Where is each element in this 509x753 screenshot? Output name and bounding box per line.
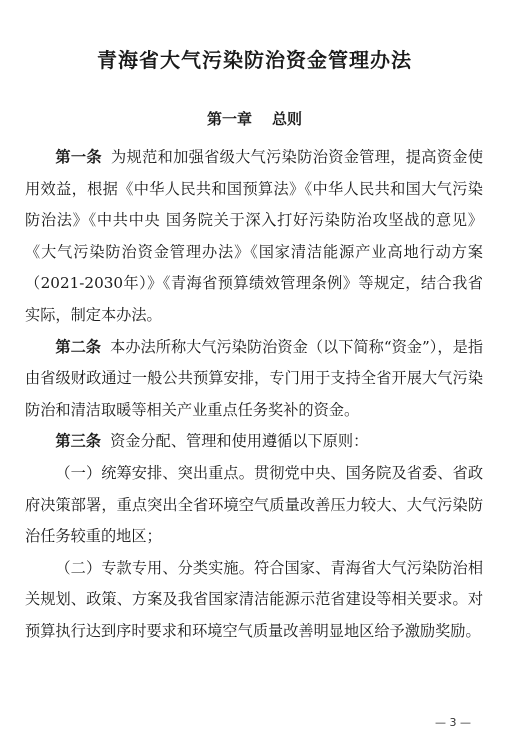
article-text: 本办法所称大气污染防治资金（以下简称“资金”），是指由省级财政通过一般公共预算安排，专门用于支持全省开展大气污染防治和清洁取暖等相关产业重点任务奖补的资金。 [25, 337, 484, 419]
chapter-name: 总则 [272, 110, 303, 128]
chapter-heading [0, 108, 509, 129]
document-title: 青海省大气污染防治资金管理办法 [97, 48, 412, 72]
principle-1: （一）统筹安排、突出重点。贯彻党中央、国务院及省委、省政府决策部署，重点突出全省环境空气质量改善压力较大、大气污染防治任务较重的地区； [25, 463, 483, 546]
article-3 [25, 426, 483, 458]
article-text: 资金分配、管理和使用遵循以下原则： [110, 432, 369, 451]
page-number: — 3 — [435, 716, 471, 729]
article-label: 第二条 [55, 337, 102, 356]
article-label: 第三条 [55, 432, 101, 451]
document-body [25, 142, 483, 648]
chapter-number: 第一章 [206, 110, 252, 128]
article-2 [25, 332, 483, 427]
article-1 [25, 142, 483, 332]
principle-2: （二）专款专用、分类实施。符合国家、青海省大气污染防治相关规划、政策、方案及我省国家清洁能源示范省建设等相关要求。对预算执行达到序时要求和环境空气质量改善明显地区给予激励奖励。 [25, 558, 483, 640]
article-text: 为规范和加强省级大气污染防治资金管理，提高资金使用效益，根据《中华人民共和国预算法》《中华人民共和国大气污染防治法》《中共中央 国务院关于深入打好污染防治攻坚战的意见》《大气污染防治资金管理办法》《国家清洁能源产业高地行动方案（2021-2030年）》《青海省预算绩效管理条例》等规定，结合我省实际，制定本办法。 [25, 148, 484, 324]
article-label: 第一条 [55, 148, 102, 166]
